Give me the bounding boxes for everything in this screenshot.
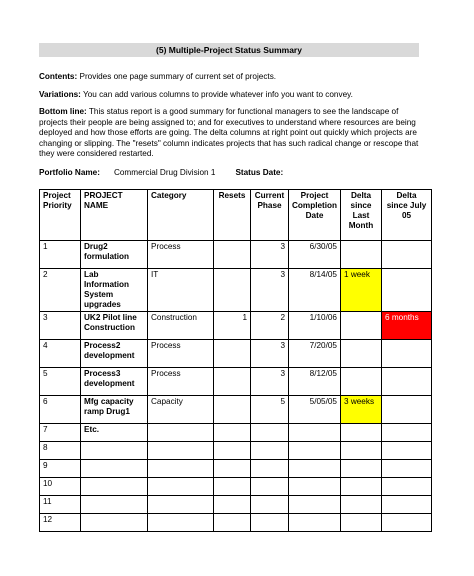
cell-category: IT: [148, 269, 214, 312]
cell-project-name: UK2 Pilot line Construction: [81, 312, 148, 340]
cell-priority: 7: [40, 424, 81, 442]
cell-priority: 12: [40, 514, 81, 532]
variations-paragraph: [39, 90, 429, 101]
table-row: [40, 340, 432, 368]
cell-project-name: Lab Information System upgrades: [81, 269, 148, 312]
document-title: (5) Multiple-Project Status Summary: [39, 43, 419, 57]
variations-text: You can add various columns to provide whatever info you want to convey.: [80, 90, 353, 99]
cell-category: Capacity: [148, 396, 214, 424]
cell-project-name: Drug2 formulation: [81, 241, 148, 269]
cell-completion-date: 8/14/05: [289, 269, 341, 312]
cell-completion-date: 1/10/06: [289, 312, 341, 340]
cell-completion-date: 7/20/05: [289, 340, 341, 368]
header-project-name: PROJECT NAME: [81, 190, 148, 241]
table-row: [40, 368, 432, 396]
table-header-row: [40, 190, 432, 241]
header-resets: Resets: [214, 190, 251, 241]
cell-delta-last-month: [341, 241, 382, 269]
header-completion-date: Project Completion Date: [289, 190, 341, 241]
cell-resets: [214, 424, 251, 442]
table-row: [40, 312, 432, 340]
header-delta-last-month: Delta since Last Month: [341, 190, 382, 241]
cell-delta-july: [382, 269, 432, 312]
contents-label: Contents:: [39, 72, 78, 81]
cell-phase: 3: [251, 340, 289, 368]
cell-resets: [214, 340, 251, 368]
cell-priority: 1: [40, 241, 81, 269]
table-row: [40, 241, 432, 269]
cell-priority: 3: [40, 312, 81, 340]
cell-resets: [214, 396, 251, 424]
header-category: Category: [148, 190, 214, 241]
cell-priority: 6: [40, 396, 81, 424]
cell-phase: 3: [251, 269, 289, 312]
cell-delta-last-month: 3 weeks: [341, 396, 382, 424]
cell-project-name: Process3 development: [81, 368, 148, 396]
portfolio-name-value: Commercial Drug Division 1: [113, 168, 216, 177]
cell-phase: [251, 424, 289, 442]
cell-delta-july: [382, 424, 432, 442]
cell-priority: 9: [40, 460, 81, 478]
cell-completion-date: 8/12/05: [289, 368, 341, 396]
cell-resets: [214, 368, 251, 396]
bottom-line-text: This status report is a good summary for functional managers to see the landscape of projects their people are being assigned to; and for executives to understand where resources are being deployed and how those efforts are going. The delta columns at right point out quickly which projects are changing or slipping. The "resets" column indicates projects that has such radical change or rescope that they were considered restarted.: [39, 107, 419, 158]
cell-priority: 5: [40, 368, 81, 396]
cell-delta-july: [382, 241, 432, 269]
cell-category: Process: [148, 241, 214, 269]
cell-completion-date: 5/05/05: [289, 396, 341, 424]
status-date-label: Status Date:: [235, 168, 284, 177]
contents-text: Provides one page summary of current set of projects.: [77, 72, 277, 81]
cell-phase: 5: [251, 396, 289, 424]
cell-category: [148, 424, 214, 442]
cell-resets: [214, 241, 251, 269]
portfolio-line: [39, 167, 439, 178]
cell-delta-last-month: [341, 368, 382, 396]
cell-priority: 4: [40, 340, 81, 368]
cell-delta-last-month: [341, 312, 382, 340]
cell-project-name: Process2 development: [81, 340, 148, 368]
cell-delta-july: [382, 368, 432, 396]
table-row: [40, 424, 432, 442]
header-current-phase: Current Phase: [251, 190, 289, 241]
cell-priority: 8: [40, 442, 81, 460]
cell-delta-last-month: 1 week: [341, 269, 382, 312]
header-priority: Project Priority: [40, 190, 81, 241]
cell-delta-july: 6 months: [382, 312, 432, 340]
cell-category: Process: [148, 368, 214, 396]
cell-resets: [214, 269, 251, 312]
table-row: [40, 442, 432, 460]
cell-project-name: Etc.: [81, 424, 148, 442]
cell-phase: 3: [251, 368, 289, 396]
table-row: [40, 396, 432, 424]
cell-category: Construction: [148, 312, 214, 340]
contents-paragraph: [39, 72, 429, 83]
cell-priority: 10: [40, 478, 81, 496]
cell-phase: 3: [251, 241, 289, 269]
bottom-line-paragraph: [39, 107, 429, 160]
bottom-line-label: Bottom line:: [39, 107, 87, 116]
cell-delta-last-month: [341, 340, 382, 368]
table-row: [40, 460, 432, 478]
cell-phase: 2: [251, 312, 289, 340]
cell-completion-date: 6/30/05: [289, 241, 341, 269]
table-row: [40, 514, 432, 532]
cell-delta-last-month: [341, 424, 382, 442]
cell-category: Process: [148, 340, 214, 368]
cell-resets: 1: [214, 312, 251, 340]
cell-completion-date: [289, 424, 341, 442]
table-row: [40, 269, 432, 312]
cell-priority: 2: [40, 269, 81, 312]
cell-delta-july: [382, 340, 432, 368]
cell-project-name: Mfg capacity ramp Drug1: [81, 396, 148, 424]
portfolio-name-label: Portfolio Name:: [39, 168, 100, 177]
table-row: [40, 496, 432, 514]
cell-delta-july: [382, 396, 432, 424]
cell-priority: 11: [40, 496, 81, 514]
project-status-table: [39, 189, 432, 532]
header-delta-july: Delta since July 05: [382, 190, 432, 241]
table-row: [40, 478, 432, 496]
variations-label: Variations:: [39, 90, 81, 99]
